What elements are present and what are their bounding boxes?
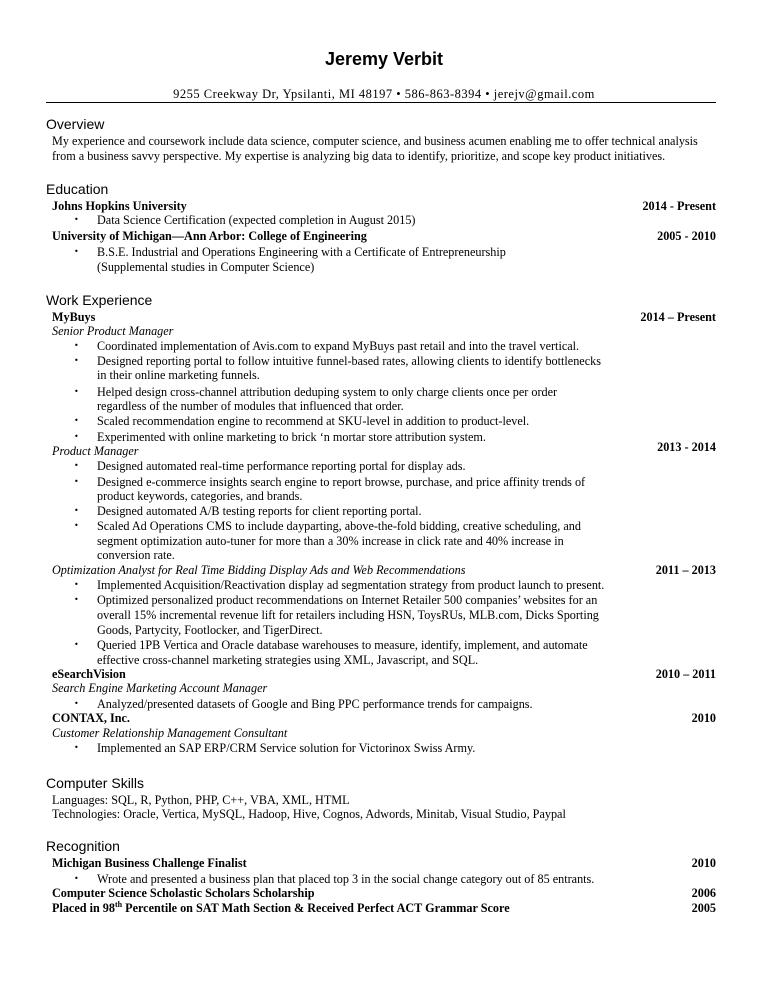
job-title: Senior Product Manager — [52, 324, 174, 338]
job-title: Customer Relationship Management Consultant — [52, 726, 288, 740]
job-bullet: Goods, Partycity, Footlocker, and TigerDirect. — [97, 623, 323, 637]
overview-line: from a business savvy perspective. My expertise is analyzing big data to identify, prioritize, and scope key product initiatives. — [52, 149, 666, 163]
bullet-icon: • — [74, 247, 79, 256]
role-dates: 2011 – 2013 — [655, 563, 716, 577]
school-dates: 2005 - 2010 — [657, 229, 716, 243]
job-bullet: Designed reporting portal to follow intuitive funnel-based rates, allowing clients to identify bottlenecks — [97, 354, 601, 368]
job-bullet: Implemented an SAP ERP/CRM Service solution for Victorinox Swiss Army. — [97, 741, 476, 755]
bullet-icon: • — [74, 215, 79, 224]
overview-line: My experience and coursework include data science, computer science, and business acumen enabling me to offer technical analysis — [52, 134, 698, 148]
bullet-icon: • — [74, 356, 79, 365]
job-bullet: effective cross-channel marketing strategies using XML, Javascript, and SQL. — [97, 653, 479, 667]
award-detail: Wrote and presented a business plan that placed top 3 in the social change category out of 85 entrants. — [97, 872, 595, 886]
job-bullet: Experimented with online marketing to brick ‘n mortar store attribution system. — [97, 430, 486, 444]
job-bullet: Implemented Acquisition/Reactivation display ad segmentation strategy from product launch to present. — [97, 578, 605, 592]
job-bullet: Analyzed/presented datasets of Google and Bing PPC performance trends for campaigns. — [97, 697, 533, 711]
award-year: 2006 — [691, 886, 716, 900]
education-detail: B.S.E. Industrial and Operations Engineering with a Certificate of Entrepreneurship — [97, 245, 506, 259]
skills-languages: Languages: SQL, R, Python, PHP, C++, VBA, XML, HTML — [52, 793, 350, 807]
company-dates: 2010 – 2011 — [655, 667, 716, 681]
header-divider — [46, 102, 716, 103]
job-title: Product Manager — [52, 444, 139, 458]
job-bullet: Designed e-commerce insights search engine to report browse, purchase, and price affinity trends of — [97, 475, 586, 489]
bullet-icon: • — [74, 432, 79, 441]
bullet-icon: • — [74, 640, 79, 649]
education-detail: (Supplemental studies in Computer Science) — [97, 260, 315, 274]
award-title: Computer Science Scholastic Scholars Scholarship — [52, 886, 315, 900]
school-name: Johns Hopkins University — [52, 199, 187, 213]
overview-heading: Overview — [46, 116, 105, 132]
award-title: Michigan Business Challenge Finalist — [52, 856, 247, 870]
job-bullet: in their online marketing funnels. — [97, 368, 260, 382]
job-bullet: segment optimization auto-tuner for more than a 30% increase in click rate and 40% increase in — [97, 534, 564, 548]
education-detail: Data Science Certification (expected completion in August 2015) — [97, 213, 416, 227]
job-bullet: Scaled recommendation engine to recommend at SKU-level in addition to product-level. — [97, 414, 530, 428]
job-bullet: Scaled Ad Operations CMS to include dayparting, above-the-fold bidding, creative scheduling, and — [97, 519, 581, 533]
skills-heading: Computer Skills — [46, 775, 145, 791]
company-dates: 2010 — [691, 711, 716, 725]
award-year: 2010 — [691, 856, 716, 870]
school-name: University of Michigan—Ann Arbor: College of Engineering — [52, 229, 367, 243]
company-dates: 2014 – Present — [640, 310, 716, 324]
job-bullet: Designed automated real-time performance reporting portal for display ads. — [97, 459, 466, 473]
bullet-icon: • — [74, 595, 79, 604]
resume-name: Jeremy Verbit — [324, 49, 444, 69]
bullet-icon: • — [74, 521, 79, 530]
company-name: eSearchVision — [52, 667, 126, 681]
job-bullet: conversion rate. — [97, 548, 175, 562]
bullet-icon: • — [74, 506, 79, 515]
job-bullet: Queried 1PB Vertica and Oracle database warehouses to measure, identify, implement, and automate — [97, 638, 588, 652]
bullet-icon: • — [74, 874, 79, 883]
company-name: MyBuys — [52, 310, 96, 324]
award-year: 2005 — [691, 901, 716, 915]
job-bullet: product keywords, categories, and brands. — [97, 489, 303, 503]
bullet-icon: • — [74, 477, 79, 486]
job-title: Search Engine Marketing Account Manager — [52, 681, 268, 695]
job-bullet: Helped design cross-channel attribution deduping system to only charge clients once per order — [97, 385, 558, 399]
job-bullet: overall 15% incremental revenue lift for retailers including HSN, ToysRUs, MLB.com, Dicks Sporting — [97, 608, 599, 622]
contact-info: 9255 Creekway Dr, Ypsilanti, MI 48197 • 586-863-8394 • jerejv@gmail.com — [173, 87, 595, 101]
bullet-icon: • — [74, 416, 79, 425]
education-heading: Education — [46, 181, 109, 197]
bullet-icon: • — [74, 341, 79, 350]
bullet-icon: • — [74, 387, 79, 396]
job-bullet: regardless of the number of modules that influenced that order. — [97, 399, 404, 413]
award-title: Placed in 98th Percentile on SAT Math Section & Received Perfect ACT Grammar Score — [52, 899, 510, 915]
job-bullet: Designed automated A/B testing reports for client reporting portal. — [97, 504, 422, 518]
job-title: Optimization Analyst for Real Time Bidding Display Ads and Web Recommendations — [52, 563, 466, 577]
bullet-icon: • — [74, 461, 79, 470]
work-heading: Work Experience — [46, 292, 153, 308]
company-name: CONTAX, Inc. — [52, 711, 130, 725]
role-dates: 2013 - 2014 — [657, 440, 716, 454]
bullet-icon: • — [74, 699, 79, 708]
bullet-icon: • — [74, 580, 79, 589]
job-bullet: Optimized personalized product recommendations on Internet Retailer 500 companies’ websites for an — [97, 593, 598, 607]
recognition-heading: Recognition — [46, 838, 120, 854]
school-dates: 2014 - Present — [642, 199, 716, 213]
bullet-icon: • — [74, 743, 79, 752]
job-bullet: Coordinated implementation of Avis.com to expand MyBuys past retail and into the travel vertical. — [97, 339, 580, 353]
skills-technologies: Technologies: Oracle, Vertica, MySQL, Hadoop, Hive, Cognos, Adwords, Minitab, Visual Studio, Paypal — [52, 807, 566, 821]
